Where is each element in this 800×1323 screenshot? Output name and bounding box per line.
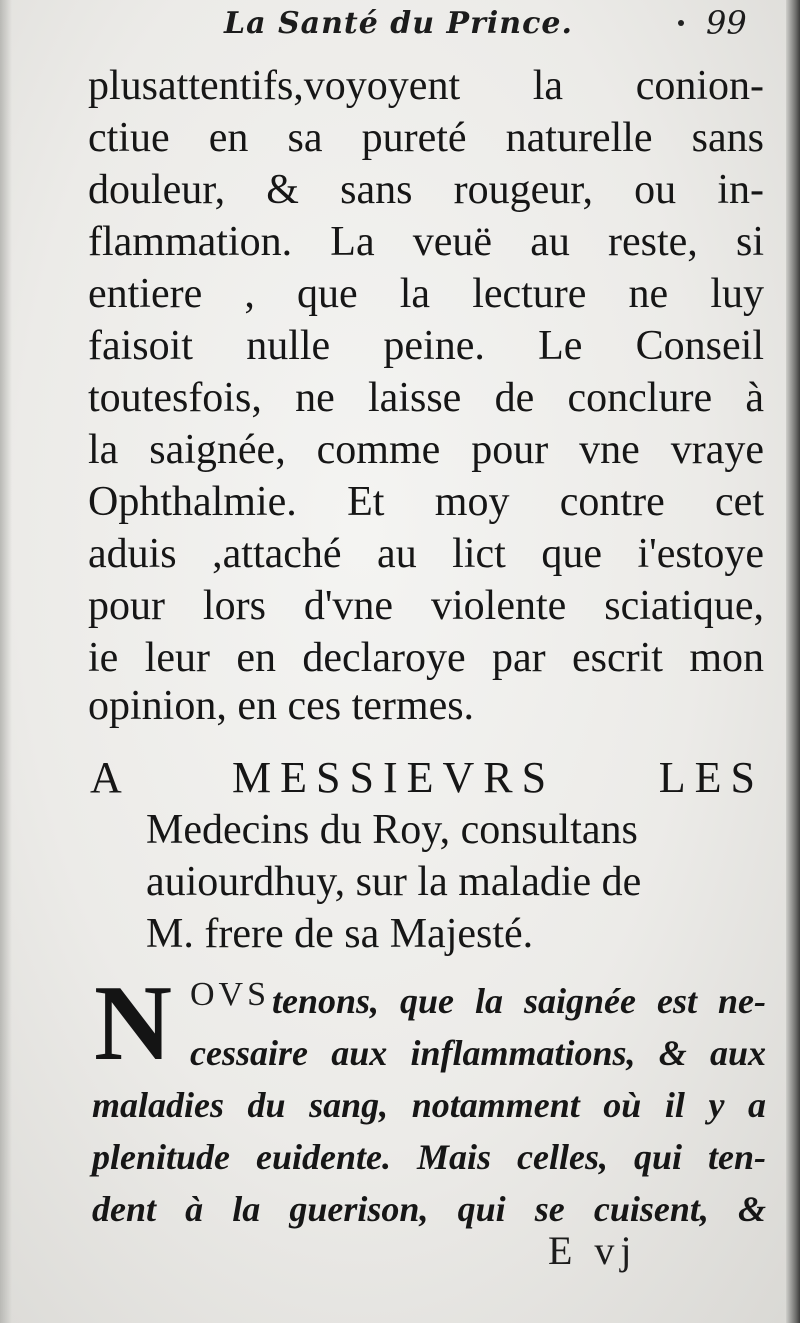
body-line: la saignée, comme pour vne vraye xyxy=(88,427,764,473)
page-edge-shadow xyxy=(0,0,12,1323)
body-line: ctiue en sa pureté naturelle sans xyxy=(88,115,764,161)
running-title: La Santé du Prince. xyxy=(224,6,573,41)
drop-cap: N xyxy=(94,964,172,1083)
body-line: aduis ,attaché au lict que i'estoye xyxy=(88,531,764,577)
body-line: Ophthalmie. Et moy contre cet xyxy=(88,479,764,525)
body-line-last: opinion, en ces termes. xyxy=(88,683,475,729)
body-line: douleur, & sans rougeur, ou in- xyxy=(88,167,764,213)
address-heading-title: A MESSIEVRS LES xyxy=(90,753,764,802)
address-heading-line: auiourdhuy, sur la maladie de xyxy=(146,859,642,905)
header-dot xyxy=(678,20,684,26)
body-line: plusattentifs,voyoyent la conion- xyxy=(88,63,764,109)
letter-line: plenitude euidente. Mais celles, qui ten- xyxy=(92,1137,766,1177)
letter-line: dent à la guerison, qui se cuisent, & xyxy=(92,1189,766,1229)
body-line: flammation. La veuë au reste, si xyxy=(88,219,764,265)
body-line: faisoit nulle peine. Le Conseil xyxy=(88,323,764,369)
letter-line: maladies du sang, notamment où il y a xyxy=(92,1085,766,1125)
letter-line: tenons, que la saignée est ne- xyxy=(272,981,766,1021)
page-header xyxy=(0,0,800,52)
body-line: toutesfois, ne laisse de conclure à xyxy=(88,375,764,421)
page-number: 99 xyxy=(706,4,747,42)
drop-cap-continuation: OVS xyxy=(190,976,271,1013)
body-line: ie leur en declaroye par escrit mon xyxy=(88,635,764,681)
body-line: pour lors d'vne violente sciatique, xyxy=(88,583,764,629)
address-heading-line: M. frere de sa Majesté. xyxy=(146,911,534,957)
address-heading-line: Medecins du Roy, consultans xyxy=(146,807,638,853)
book-gutter xyxy=(786,0,800,1323)
body-line: entiere , que la lecture ne luy xyxy=(88,271,764,317)
letter-line: cessaire aux inflammations, & aux xyxy=(190,1033,766,1073)
signature-mark: E vj xyxy=(548,1228,638,1273)
